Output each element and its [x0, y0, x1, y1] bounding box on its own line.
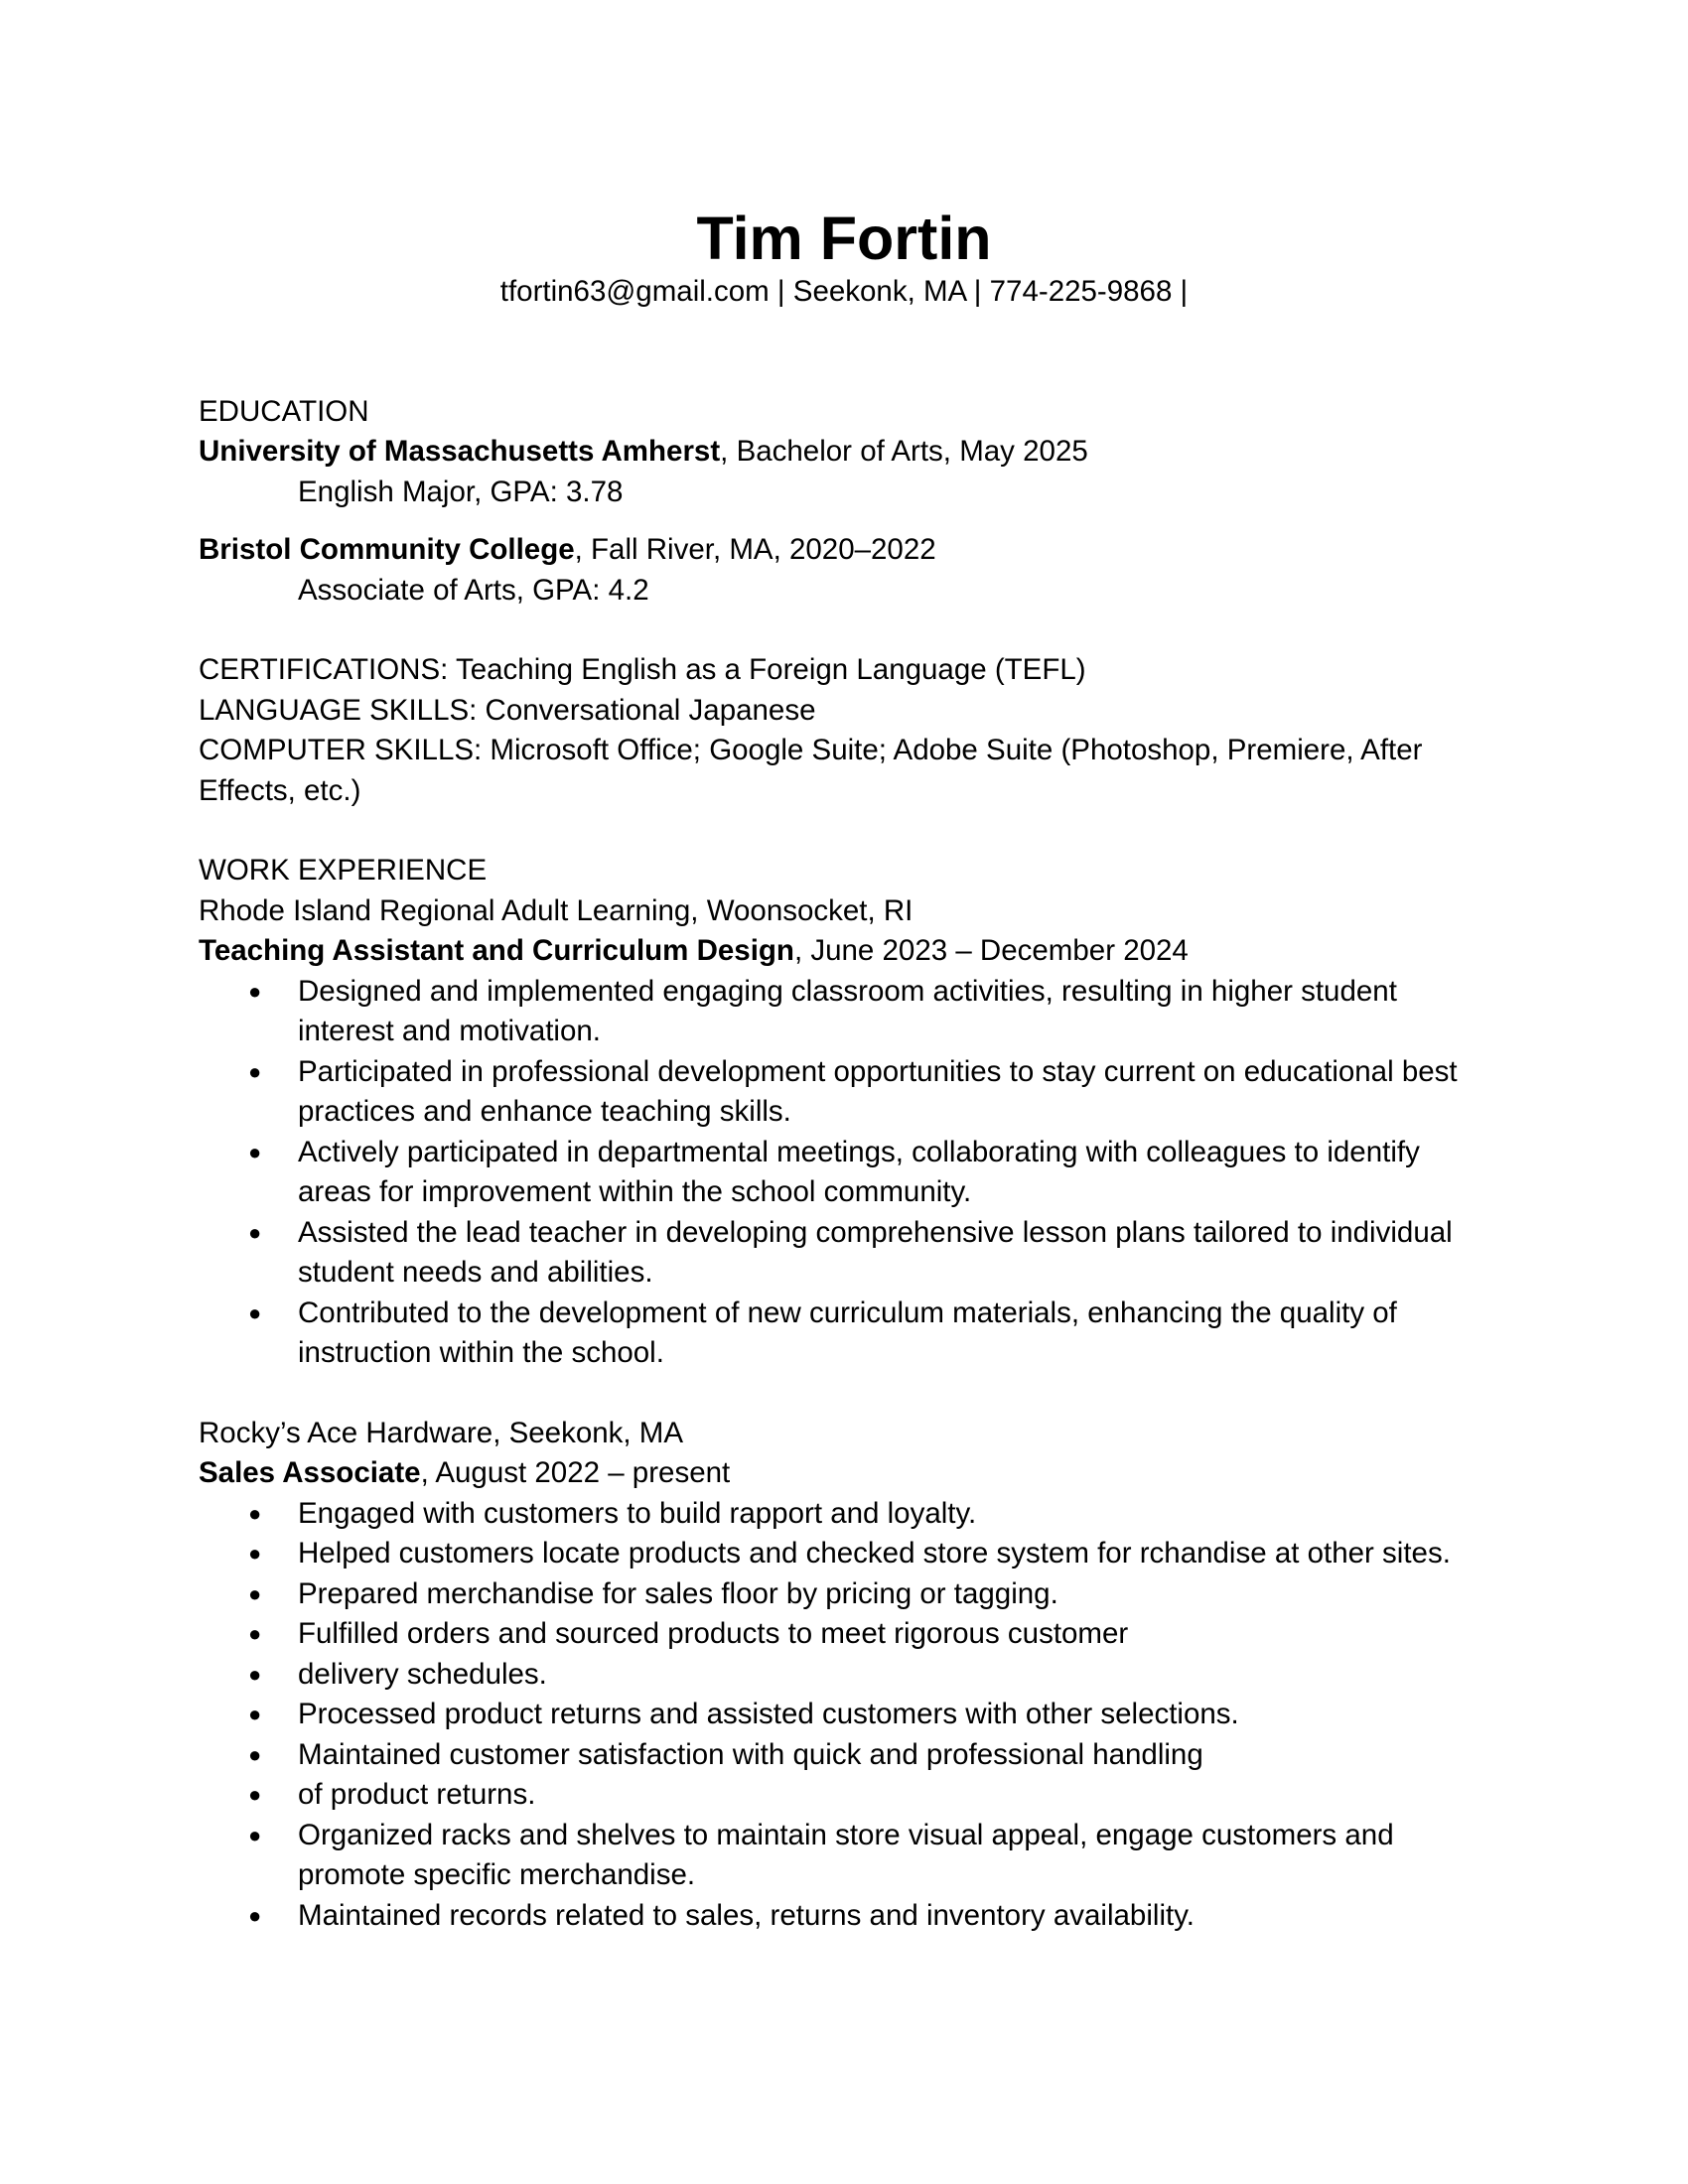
education-section	[199, 392, 1489, 612]
list-item	[199, 1494, 1489, 1535]
bullet-icon: ●	[248, 1702, 262, 1726]
bullet-icon: ●	[248, 1500, 262, 1526]
school-sub: English Major, GPA: 3.78	[298, 475, 624, 508]
spacer	[199, 313, 1489, 392]
job-role-line	[199, 931, 1489, 972]
job-role: Teaching Assistant and Curriculum Design	[199, 934, 794, 967]
list-item	[199, 1614, 1489, 1655]
bullet-icon: ●	[248, 1741, 262, 1767]
list-item	[199, 1735, 1489, 1776]
bullet-icon: ●	[248, 1541, 262, 1566]
bullet-text: Fulfilled orders and sourced products to meet rigorous customer	[298, 1617, 1129, 1650]
job-employer: Rhode Island Regional Adult Learning, Woonsocket, RI	[199, 893, 914, 927]
list-item	[199, 1816, 1489, 1896]
education-heading: EDUCATION	[199, 394, 369, 428]
list-item	[199, 1052, 1489, 1133]
language-skills-line: LANGUAGE SKILLS: Conversational Japanese	[199, 693, 816, 727]
job-dates: , June 2023 – December 2024	[793, 934, 1189, 967]
computer-skills-line: COMPUTER SKILLS: Microsoft Office; Google Suite; Adobe Suite (Photoshop, Premiere, After Effects, etc.)	[199, 734, 1423, 807]
bullet-icon: ●	[248, 978, 262, 1004]
list-item	[199, 1655, 1489, 1696]
job-entry	[199, 891, 1489, 1374]
job-entry	[199, 1414, 1489, 1937]
bullet-text: Maintained records related to sales, returns and inventory availability.	[298, 1898, 1195, 1932]
bullet-icon: ●	[248, 1661, 262, 1687]
list-item	[199, 1695, 1489, 1735]
job-dates: , August 2022 – present	[420, 1456, 731, 1489]
school-entry	[199, 432, 1489, 473]
bullet-icon: ●	[248, 1219, 262, 1245]
job-bullets	[199, 972, 1489, 1374]
bullet-text: Actively participated in departmental meetings, collaborating with colleagues to identify areas for improvement within the school community.	[298, 1135, 1420, 1208]
list-item	[199, 1213, 1489, 1294]
school-name: University of Massachusetts Amherst	[199, 435, 721, 468]
school-sub: Associate of Arts, GPA: 4.2	[298, 573, 649, 607]
bullet-text: Participated in professional development opportunities to stay current on educational best practices and enhance teaching skills.	[298, 1054, 1458, 1128]
work-heading: WORK EXPERIENCE	[199, 854, 488, 887]
job-bullets	[199, 1494, 1489, 1937]
skills-section	[199, 650, 1489, 811]
list-item	[199, 1133, 1489, 1213]
job-role-line	[199, 1453, 1489, 1494]
contact-line: tfortin63@gmail.com | Seekonk, MA | 774-225-9868 |	[499, 275, 1189, 308]
work-section	[199, 851, 1489, 1936]
bullet-text: Engaged with customers to build rapport and loyalty.	[298, 1496, 977, 1530]
bullet-text: Maintained customer satisfaction with quick and professional handling	[298, 1737, 1203, 1771]
school-details: , Bachelor of Arts, May 2025	[720, 435, 1088, 468]
list-item	[199, 1534, 1489, 1574]
bullet-text: of product returns.	[298, 1778, 536, 1811]
bullet-icon: ●	[248, 1782, 262, 1807]
bullet-icon: ●	[248, 1139, 262, 1164]
bullet-text: Prepared merchandise for sales floor by pricing or tagging.	[298, 1576, 1058, 1610]
bullet-text: Helped customers locate products and checked store system for rchandise at other sites.	[298, 1537, 1451, 1570]
list-item	[199, 1294, 1489, 1374]
school-entry	[199, 530, 1489, 571]
bullet-text: delivery schedules.	[298, 1657, 547, 1691]
school-details: , Fall River, MA, 2020–2022	[574, 533, 936, 566]
bullet-icon: ●	[248, 1822, 262, 1847]
spacer	[199, 811, 1489, 851]
job-employer: Rocky’s Ace Hardware, Seekonk, MA	[199, 1416, 684, 1449]
bullet-icon: ●	[248, 1902, 262, 1928]
bullet-icon: ●	[248, 1580, 262, 1606]
spacer	[199, 611, 1489, 650]
bullet-text: Contributed to the development of new curriculum materials, enhancing the quality of instruction within the school.	[298, 1296, 1397, 1369]
bullet-icon: ●	[248, 1621, 262, 1646]
bullet-text: Designed and implemented engaging classroom activities, resulting in higher student interest and motivation.	[298, 974, 1397, 1047]
list-item	[199, 972, 1489, 1052]
bullet-text: Organized racks and shelves to maintain store visual appeal, engage customers and promote specific merchandise.	[298, 1818, 1394, 1891]
spacer	[199, 512, 1489, 530]
bullet-text: Processed product returns and assisted customers with other selections.	[298, 1698, 1239, 1730]
job-role: Sales Associate	[199, 1456, 421, 1489]
bullet-icon: ●	[248, 1058, 262, 1084]
certifications-line: CERTIFICATIONS: Teaching English as a Foreign Language (TEFL)	[199, 653, 1086, 686]
list-item	[199, 1775, 1489, 1816]
list-item	[199, 1574, 1489, 1615]
school-name: Bristol Community College	[199, 533, 575, 566]
bullet-icon: ●	[248, 1299, 262, 1325]
candidate-name: Tim Fortin	[696, 205, 992, 272]
list-item	[199, 1896, 1489, 1937]
spacer	[199, 1374, 1489, 1414]
resume-page	[199, 189, 1489, 1936]
bullet-text: Assisted the lead teacher in developing comprehensive lesson plans tailored to individual student needs and abilities.	[298, 1215, 1453, 1289]
